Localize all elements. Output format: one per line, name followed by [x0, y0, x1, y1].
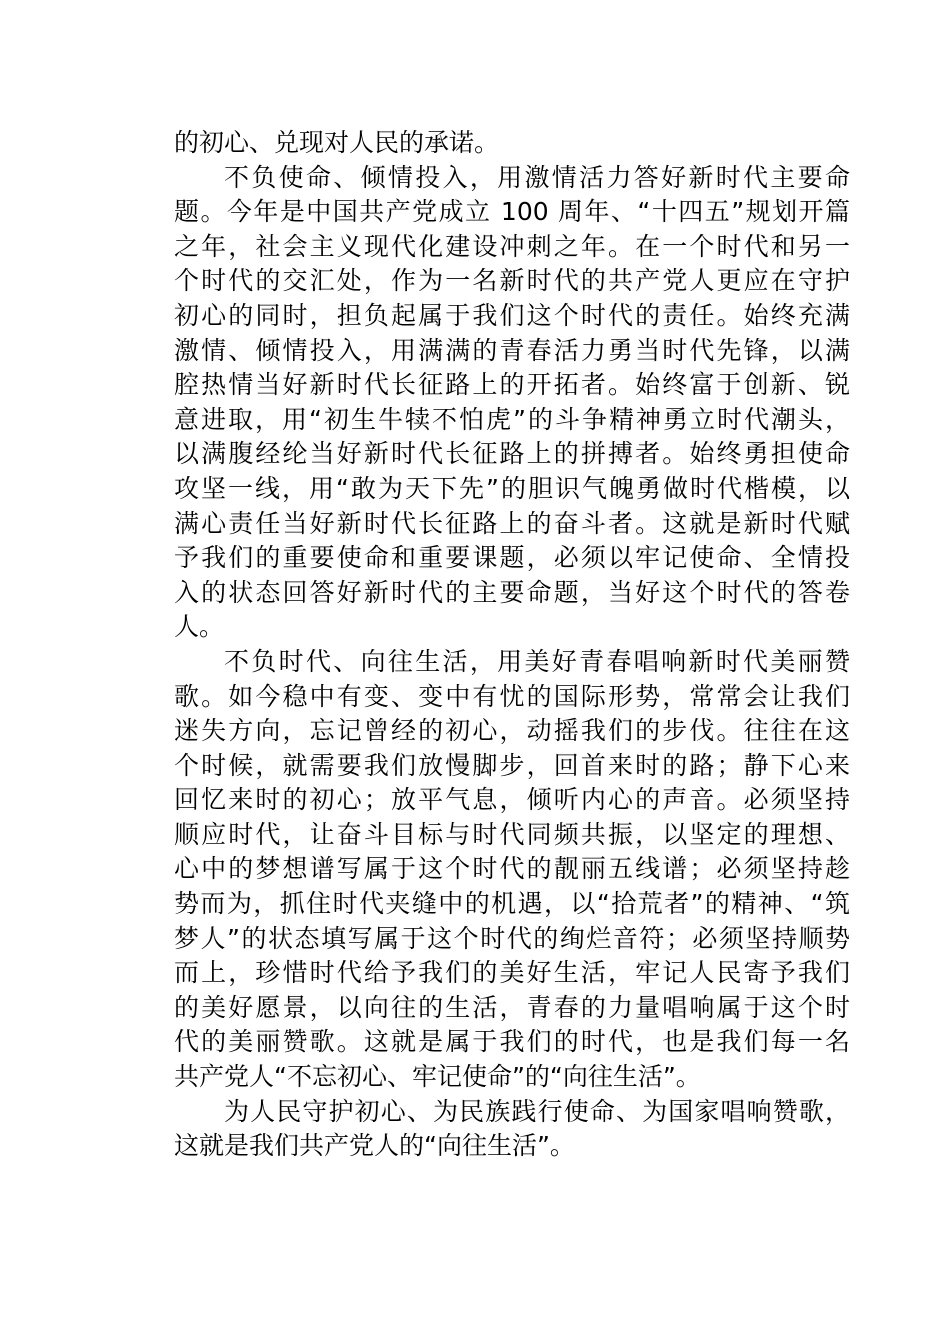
text-line: 回忆来时的初心；放平气息，倾听内心的声音。必须坚持: [174, 785, 850, 815]
text-line: 腔热情当好新时代长征路上的开拓者。始终富于创新、锐: [174, 370, 850, 400]
text-line: 激情、倾情投入，用满满的青春活力勇当时代先锋，以满: [174, 335, 850, 365]
text-line: 梦人”的状态填写属于这个时代的绚烂音符；必须坚持顺势: [174, 923, 850, 953]
text-line: 不负时代、向往生活，用美好青春唱响新时代美丽赞: [224, 646, 850, 676]
body-text: [174, 126, 850, 1164]
text-line: 人。: [174, 612, 225, 642]
text-line: 顺应时代，让奋斗目标与时代同频共振，以坚定的理想、: [174, 819, 850, 849]
text-line: 共产党人“不忘初心、牢记使命”的“向往生活”。: [174, 1062, 701, 1092]
text-line: 个时候，就需要我们放慢脚步，回首来时的路；静下心来: [174, 750, 850, 780]
text-line: 之年，社会主义现代化建设冲刺之年。在一个时代和另一: [174, 231, 850, 261]
text-line: 满心责任当好新时代长征路上的奋斗者。这就是新时代赋: [174, 508, 850, 538]
text-line: 不负使命、倾情投入，用激情活力答好新时代主要命: [224, 162, 850, 192]
text-line: 予我们的重要使命和重要课题，必须以牢记使命、全情投: [174, 543, 850, 573]
text-line: 的初心、兑现对人民的承诺。: [174, 128, 500, 157]
text-line: 势而为，抓住时代夹缝中的机遇，以“拾荒者”的精神、“筑: [174, 889, 850, 919]
text-line: 初心的同时，担负起属于我们这个时代的责任。始终充满: [174, 300, 850, 330]
text-line: 为人民守护初心、为民族践行使命、为国家唱响赞歌，: [224, 1096, 850, 1126]
text-line: 迷失方向，忘记曾经的初心，动摇我们的步伐。往往在这: [174, 716, 850, 746]
text-line: 意进取，用“初生牛犊不怕虎”的斗争精神勇立时代潮头，: [174, 404, 850, 434]
text-line: 以满腹经纶当好新时代长征路上的拼搏者。始终勇担使命: [174, 439, 850, 469]
text-line: 而上，珍惜时代给予我们的美好生活，牢记人民寄予我们: [174, 958, 850, 988]
text-line: 歌。如今稳中有变、变中有忧的国际形势，常常会让我们: [174, 681, 850, 711]
text-line: 入的状态回答好新时代的主要命题，当好这个时代的答卷: [174, 577, 850, 607]
text-line: 攻坚一线，用“敢为天下先”的胆识气魄勇做时代楷模，以: [174, 473, 850, 503]
text-line: 的美好愿景，以向往的生活，青春的力量唱响属于这个时: [174, 992, 850, 1022]
text-line: 个时代的交汇处，作为一名新时代的共产党人更应在守护: [174, 266, 850, 296]
text-line: 题。今年是中国共产党成立 100 周年、“十四五”规划开篇: [174, 197, 850, 227]
text-line: 这就是我们共产党人的“向往生活”。: [174, 1131, 575, 1161]
text-line: 代的美丽赞歌。这就是属于我们的时代，也是我们每一名: [174, 1027, 850, 1057]
text-line: 心中的梦想谱写属于这个时代的靓丽五线谱；必须坚持趁: [174, 854, 850, 884]
